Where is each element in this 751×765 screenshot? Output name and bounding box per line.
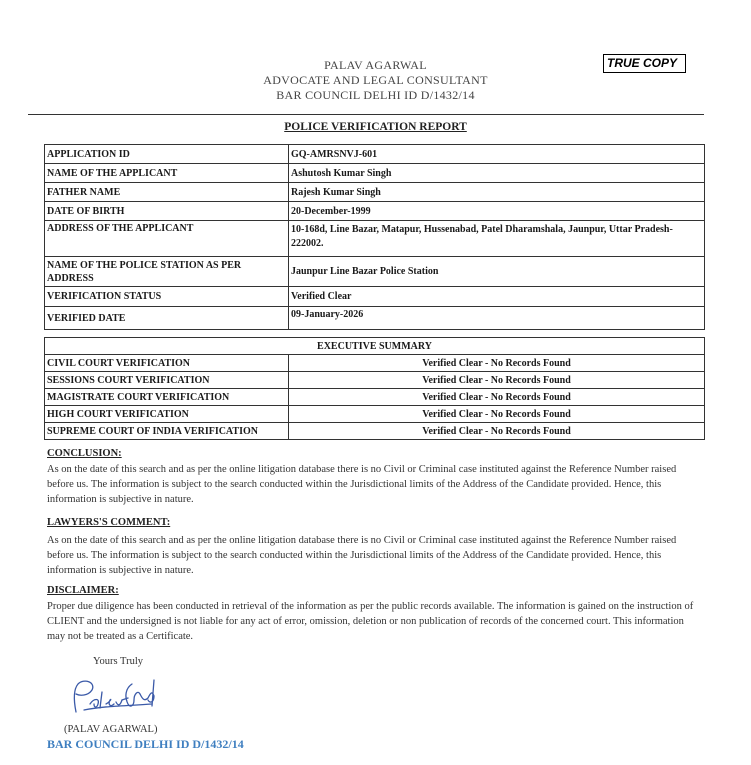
table-row [45, 164, 705, 183]
table-row [45, 338, 705, 355]
detail-value: 10-168d, Line Bazar, Matapur, Hussenabad, Patel Dharamshala, Jaunpur, Uttar Pradesh-222002. [289, 221, 705, 257]
table-row [45, 183, 705, 202]
detail-label: VERIFICATION STATUS [45, 287, 289, 307]
true-copy-stamp: TRUE COPY [603, 54, 686, 73]
summary-label: SUPREME COURT OF INDIA VERIFICATION [45, 423, 289, 440]
report-title: POLICE VERIFICATION REPORT [284, 121, 467, 133]
table-row [45, 389, 705, 406]
table-row [45, 257, 705, 287]
detail-value: Ashutosh Kumar Singh [289, 164, 705, 183]
handwritten-signature [64, 676, 164, 720]
summary-value: Verified Clear - No Records Found [289, 406, 705, 423]
table-row [45, 372, 705, 389]
summary-value: Verified Clear - No Records Found [289, 355, 705, 372]
detail-label: NAME OF THE POLICE STATION AS PER ADDRESS [45, 257, 289, 287]
table-row [45, 423, 705, 440]
table-row [45, 287, 705, 307]
detail-label: DATE OF BIRTH [45, 202, 289, 221]
signatory-bar-id: BAR COUNCIL DELHI ID D/1432/14 [47, 737, 244, 751]
applicant-details-table [44, 144, 705, 330]
table-row [45, 145, 705, 164]
detail-value: GQ-AMRSNVJ-601 [289, 145, 705, 164]
lawyers-comment-heading: LAWYERS'S COMMENT: [47, 517, 171, 528]
detail-value: Jaunpur Line Bazar Police Station [289, 257, 705, 287]
table-row [45, 355, 705, 372]
disclaimer-heading: DISCLAIMER: [47, 585, 119, 596]
header-divider [28, 114, 704, 115]
summary-label: SESSIONS COURT VERIFICATION [45, 372, 289, 389]
detail-value: 20-December-1999 [289, 202, 705, 221]
summary-label: MAGISTRATE COURT VERIFICATION [45, 389, 289, 406]
signatory-name: (PALAV AGARWAL) [64, 724, 158, 735]
table-row [45, 406, 705, 423]
summary-value: Verified Clear - No Records Found [289, 372, 705, 389]
summary-heading: EXECUTIVE SUMMARY [45, 338, 705, 355]
detail-label: APPLICATION ID [45, 145, 289, 164]
table-row [45, 307, 705, 330]
summary-label: CIVIL COURT VERIFICATION [45, 355, 289, 372]
detail-label: NAME OF THE APPLICANT [45, 164, 289, 183]
summary-value: Verified Clear - No Records Found [289, 389, 705, 406]
detail-value: 09-January-2026 [289, 307, 705, 330]
detail-value: Rajesh Kumar Singh [289, 183, 705, 202]
detail-value: Verified Clear [289, 287, 705, 307]
detail-label: ADDRESS OF THE APPLICANT [45, 221, 289, 257]
conclusion-heading: CONCLUSION: [47, 448, 122, 459]
advocate-name: PALAV AGARWAL [324, 58, 427, 72]
summary-value: Verified Clear - No Records Found [289, 423, 705, 440]
executive-summary-table [44, 337, 705, 440]
lawyers-comment-text: As on the date of this search and as per the online litigation database there is no Civil or Criminal case instituted against the Reference Number raised before us. The information is subject to the search conducted within the Jurisdictional limits of the Address of the Candidate provided. Hence, this information is subjective in nature. [47, 535, 677, 576]
detail-label: FATHER NAME [45, 183, 289, 202]
detail-label: VERIFIED DATE [45, 307, 289, 330]
table-row [45, 221, 705, 257]
advocate-designation: ADVOCATE AND LEGAL CONSULTANT [263, 73, 488, 87]
closing-text: Yours Truly [93, 656, 144, 667]
conclusion-text: As on the date of this search and as per the online litigation database there is no Civil or Criminal case instituted against the Reference Number raised before us. The information is subject to the search conducted within the Jurisdictional limits of the Address of the Candidate provided. Hence, this information is subjective in nature. [47, 464, 677, 505]
letterhead [0, 58, 751, 103]
summary-label: HIGH COURT VERIFICATION [45, 406, 289, 423]
advocate-bar-id: BAR COUNCIL DELHI ID D/1432/14 [276, 88, 475, 102]
disclaimer-text: Proper due diligence has been conducted in retrieval of the information as per the public records available. The information is gained on the instruction of CLIENT and the undersigned is not liable for any act of error, omission, deletion or non publication of records of the concerned court. This information may not be treated as a Certificate. [47, 601, 694, 642]
table-row [45, 202, 705, 221]
